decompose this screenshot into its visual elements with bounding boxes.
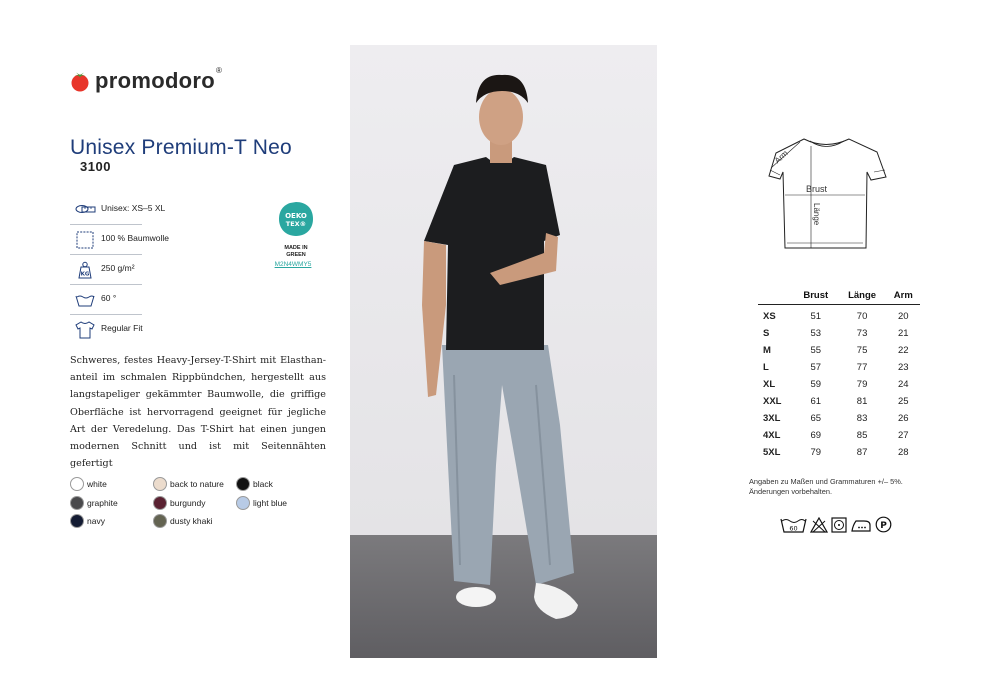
swatch-dot	[70, 496, 84, 510]
size-cell: 4XL	[763, 430, 781, 441]
no-bleach-icon	[810, 517, 828, 533]
iron-icon	[850, 517, 872, 533]
swatch-dot	[153, 477, 167, 491]
table-row	[758, 393, 920, 410]
registered-mark: ®	[216, 66, 222, 75]
svg-text:Brust: Brust	[806, 184, 828, 194]
svg-text:P: P	[880, 521, 887, 531]
product-description: Schweres, festes Heavy-Jersey-T-Shirt mit Elasthananteil im schmalen Rippbündchen, hergestellt aus langstapeliger gekämmter Baumwolle, die griffige Oberfläche ist hervorragend geeignet für jegliche Art der Veredelung. Das T-Shirt hat einen jungen modernen Schnitt und ist mit Seitennähten gefertigt	[70, 355, 326, 470]
length-cell: 70	[856, 311, 868, 323]
weight-icon	[74, 260, 96, 280]
header-chest: Brust	[794, 287, 838, 304]
length-cell: 79	[856, 379, 868, 390]
spec-list	[70, 195, 170, 345]
length-cell: 77	[856, 362, 868, 373]
swatch-graphite[interactable]	[70, 496, 118, 510]
spec-label: Unisex: XS–5 XL	[101, 203, 166, 213]
chest-cell: 59	[810, 379, 822, 390]
brand-logo	[70, 68, 222, 94]
header-blank	[758, 287, 794, 304]
swatch-burgundy[interactable]	[153, 496, 205, 510]
swatch-dot	[153, 514, 167, 528]
spec-label: 250 g/m²	[101, 263, 135, 273]
wash-60-icon	[780, 517, 807, 533]
length-cell: 85	[856, 430, 868, 441]
swatch-dusty-khaki[interactable]	[153, 514, 213, 528]
swatch-white[interactable]	[70, 477, 107, 491]
svg-text:TEX®: TEX®	[285, 220, 307, 228]
chest-cell: 61	[810, 396, 822, 407]
size-cell: XXL	[763, 396, 782, 407]
arm-cell: 28	[898, 447, 909, 458]
size-cell: 3XL	[763, 413, 781, 424]
spec-label: 100 % Baumwolle	[101, 233, 170, 243]
note-line-2: Änderungen vorbehalten.	[749, 487, 833, 496]
note-line-1: Angaben zu Maßen und Grammaturen +/– 5%.	[749, 477, 903, 486]
chest-cell: 65	[810, 413, 822, 424]
arm-cell: 27	[898, 430, 909, 441]
swatch-dot	[236, 496, 250, 510]
spec-row-size	[70, 195, 166, 225]
green-line: GREEN	[286, 251, 306, 258]
swatch-label: navy	[87, 516, 105, 526]
swatch-light-blue[interactable]	[236, 496, 287, 510]
svg-text:KG: KG	[80, 271, 90, 278]
swatch-label: white	[87, 479, 107, 489]
oeko-tex-certification	[276, 201, 316, 268]
length-cell: 87	[856, 447, 868, 458]
size-diagram	[766, 136, 890, 252]
table-row	[758, 444, 920, 461]
spec-row-weight	[70, 255, 142, 285]
dry-clean-p-icon	[875, 516, 892, 533]
spec-label: Regular Fit	[101, 323, 143, 333]
made-in-line: MADE IN	[284, 245, 308, 251]
swatch-label: light blue	[253, 498, 288, 508]
chest-cell: 55	[810, 345, 822, 356]
svg-text:Länge: Länge	[812, 203, 821, 226]
tolerance-note	[749, 477, 949, 497]
swatch-dot	[153, 496, 167, 510]
swatch-label: graphite	[87, 498, 118, 508]
length-cell: 81	[856, 396, 868, 407]
arm-cell: 25	[898, 396, 909, 407]
size-cell: S	[763, 328, 770, 339]
svg-text:Arm: Arm	[772, 148, 790, 166]
header-arm: Arm	[887, 287, 920, 304]
certification-code-link[interactable]: M2N4WMY5	[274, 261, 312, 268]
swatch-label: back to nature	[170, 479, 224, 489]
spec-row-fit	[70, 315, 142, 345]
wash-temperature-icon	[74, 290, 96, 310]
tomato-icon	[70, 70, 90, 92]
table-row	[758, 342, 920, 359]
care-instructions	[780, 516, 895, 533]
swatch-navy[interactable]	[70, 514, 105, 528]
length-cell: 75	[856, 345, 868, 356]
tumble-dry-icon	[831, 517, 847, 533]
oeko-tex-badge-icon	[278, 201, 314, 237]
size-cell: 5XL	[763, 447, 781, 458]
table-row	[758, 304, 920, 325]
table-row	[758, 325, 920, 342]
model-wearing-tshirt-illustration	[350, 45, 657, 658]
spec-row-material	[70, 225, 170, 255]
svg-text:60: 60	[789, 524, 798, 532]
swatch-back-to-nature[interactable]	[153, 477, 224, 491]
size-table-header	[758, 287, 920, 304]
spec-label: 60 °	[101, 293, 117, 303]
svg-text:OEKO: OEKO	[285, 212, 307, 220]
product-title: Unisex Premium-T Neo	[70, 136, 292, 159]
size-table	[758, 287, 920, 461]
model-photo	[350, 45, 657, 658]
size-cell: XS	[763, 311, 776, 323]
table-row	[758, 427, 920, 444]
swatch-dot	[236, 477, 250, 491]
chest-cell: 57	[810, 362, 822, 373]
length-cell: 73	[856, 328, 868, 339]
chest-cell: 69	[810, 430, 822, 441]
chest-cell: 53	[810, 328, 822, 339]
header-length: Länge	[838, 287, 887, 304]
arm-cell: 20	[898, 311, 909, 323]
chest-cell: 79	[810, 447, 822, 458]
table-row	[758, 410, 920, 427]
made-in-green-label	[276, 245, 316, 258]
fit-shirt-icon	[74, 320, 96, 340]
swatch-label: dusty khaki	[170, 516, 213, 526]
fabric-icon	[74, 230, 96, 250]
length-cell: 83	[856, 413, 868, 424]
size-cell: XL	[763, 379, 776, 390]
swatch-label: burgundy	[170, 498, 206, 508]
product-number: 3100	[80, 159, 111, 174]
size-cell: M	[763, 345, 771, 356]
arm-cell: 22	[898, 345, 909, 356]
chest-cell: 51	[810, 311, 822, 323]
arm-cell: 23	[898, 362, 909, 373]
swatch-dot	[70, 514, 84, 528]
arm-cell: 24	[898, 379, 909, 390]
table-row	[758, 376, 920, 393]
spec-row-wash	[70, 285, 142, 315]
size-range-icon	[74, 200, 96, 220]
brand-name: promodoro	[95, 68, 216, 93]
swatch-black[interactable]	[236, 477, 273, 491]
size-cell: L	[763, 362, 769, 373]
table-row	[758, 359, 920, 376]
arm-cell: 26	[898, 413, 909, 424]
swatch-label: black	[253, 479, 273, 489]
arm-cell: 21	[898, 328, 909, 339]
swatch-dot	[70, 477, 84, 491]
